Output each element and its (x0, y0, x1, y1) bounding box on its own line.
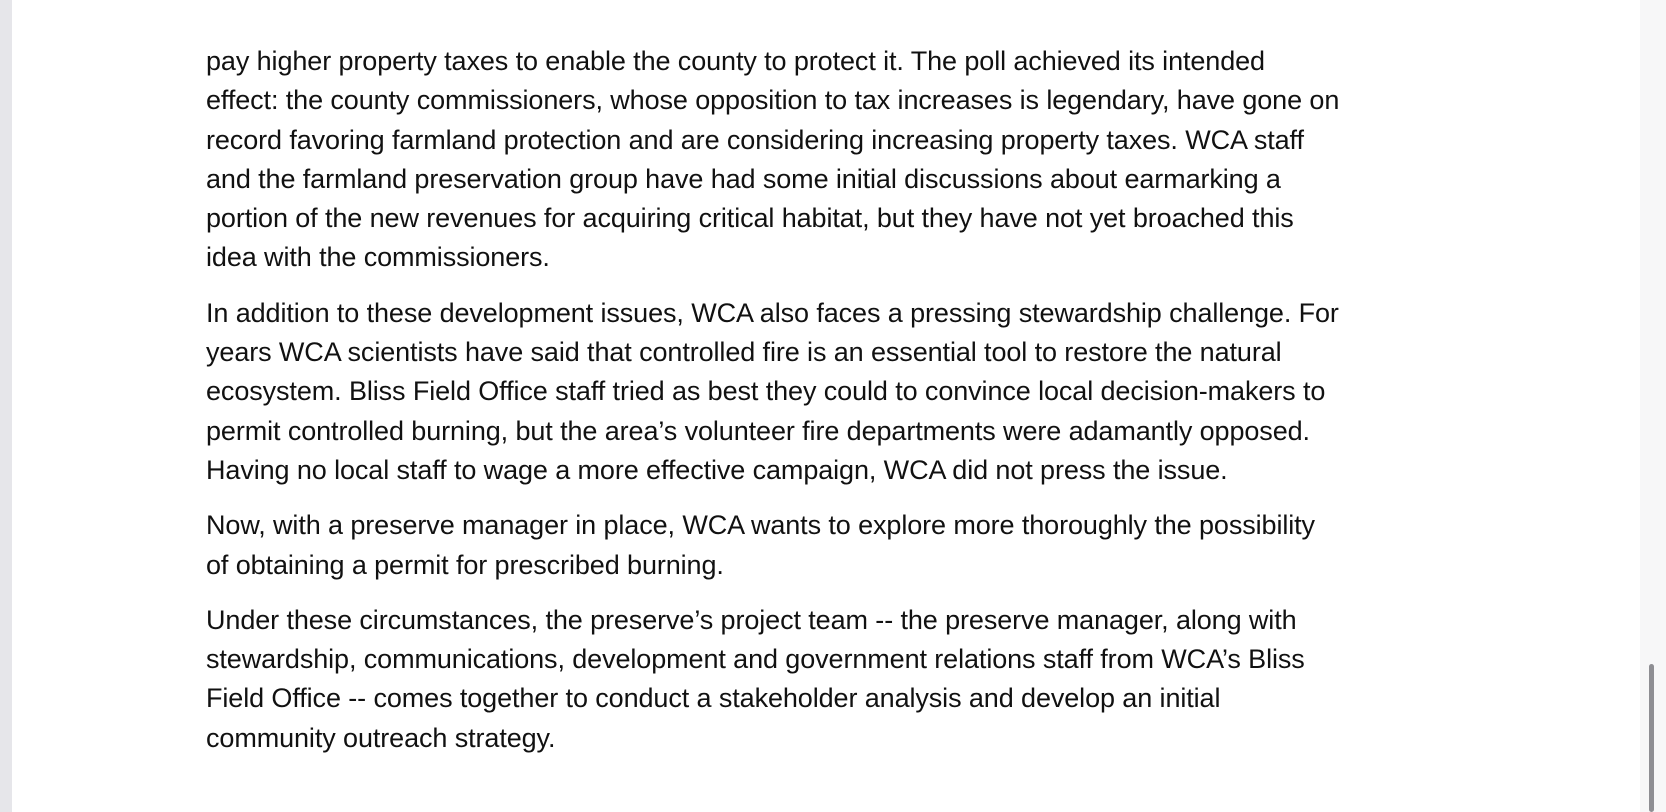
text-line: community outreach strategy. (206, 722, 556, 753)
text-line: record favoring farmland protection and are considering increasing property taxes. WCA staff (206, 124, 1304, 155)
text-line: effect: the county commissioners, whose opposition to tax increases is legendary, have gone on (206, 85, 1340, 116)
text-line: In addition to these development issues, WCA also faces a pressing stewardship challenge. For (206, 297, 1339, 328)
text-line: ecosystem. Bliss Field Office staff tried as best they could to convince local decision-makers to (206, 376, 1326, 407)
text-line: of obtaining a permit for prescribed burning. (206, 549, 724, 580)
paragraph-1 (206, 42, 1536, 278)
scrollbar-thumb[interactable] (1649, 664, 1654, 812)
document-body (206, 42, 1536, 774)
document-page (12, 0, 1640, 812)
text-line: stewardship, communications, development and government relations staff from WCA’s Bliss (206, 644, 1305, 675)
text-line: idea with the commissioners. (206, 242, 550, 273)
text-line: and the farmland preservation group have had some initial discussions about earmarking a (206, 163, 1281, 194)
text-line: permit controlled burning, but the area’s volunteer fire departments were adamantly opposed. (206, 415, 1310, 446)
paragraph-3 (206, 506, 1536, 585)
paragraph-4 (206, 601, 1536, 758)
text-line: years WCA scientists have said that controlled fire is an essential tool to restore the natural (206, 337, 1282, 368)
text-line: Having no local staff to wage a more effective campaign, WCA did not press the issue. (206, 454, 1228, 485)
text-line: portion of the new revenues for acquiring critical habitat, but they have not yet broached this (206, 203, 1294, 234)
paragraph-2 (206, 294, 1536, 490)
vertical-scrollbar[interactable] (1640, 0, 1666, 812)
text-line: Under these circumstances, the preserve’s project team -- the preserve manager, along with (206, 604, 1297, 635)
text-line: Now, with a preserve manager in place, WCA wants to explore more thoroughly the possibility (206, 510, 1315, 541)
text-line: pay higher property taxes to enable the county to protect it. The poll achieved its intended (206, 46, 1265, 76)
text-line: Field Office -- comes together to conduct a stakeholder analysis and develop an initial (206, 683, 1221, 714)
